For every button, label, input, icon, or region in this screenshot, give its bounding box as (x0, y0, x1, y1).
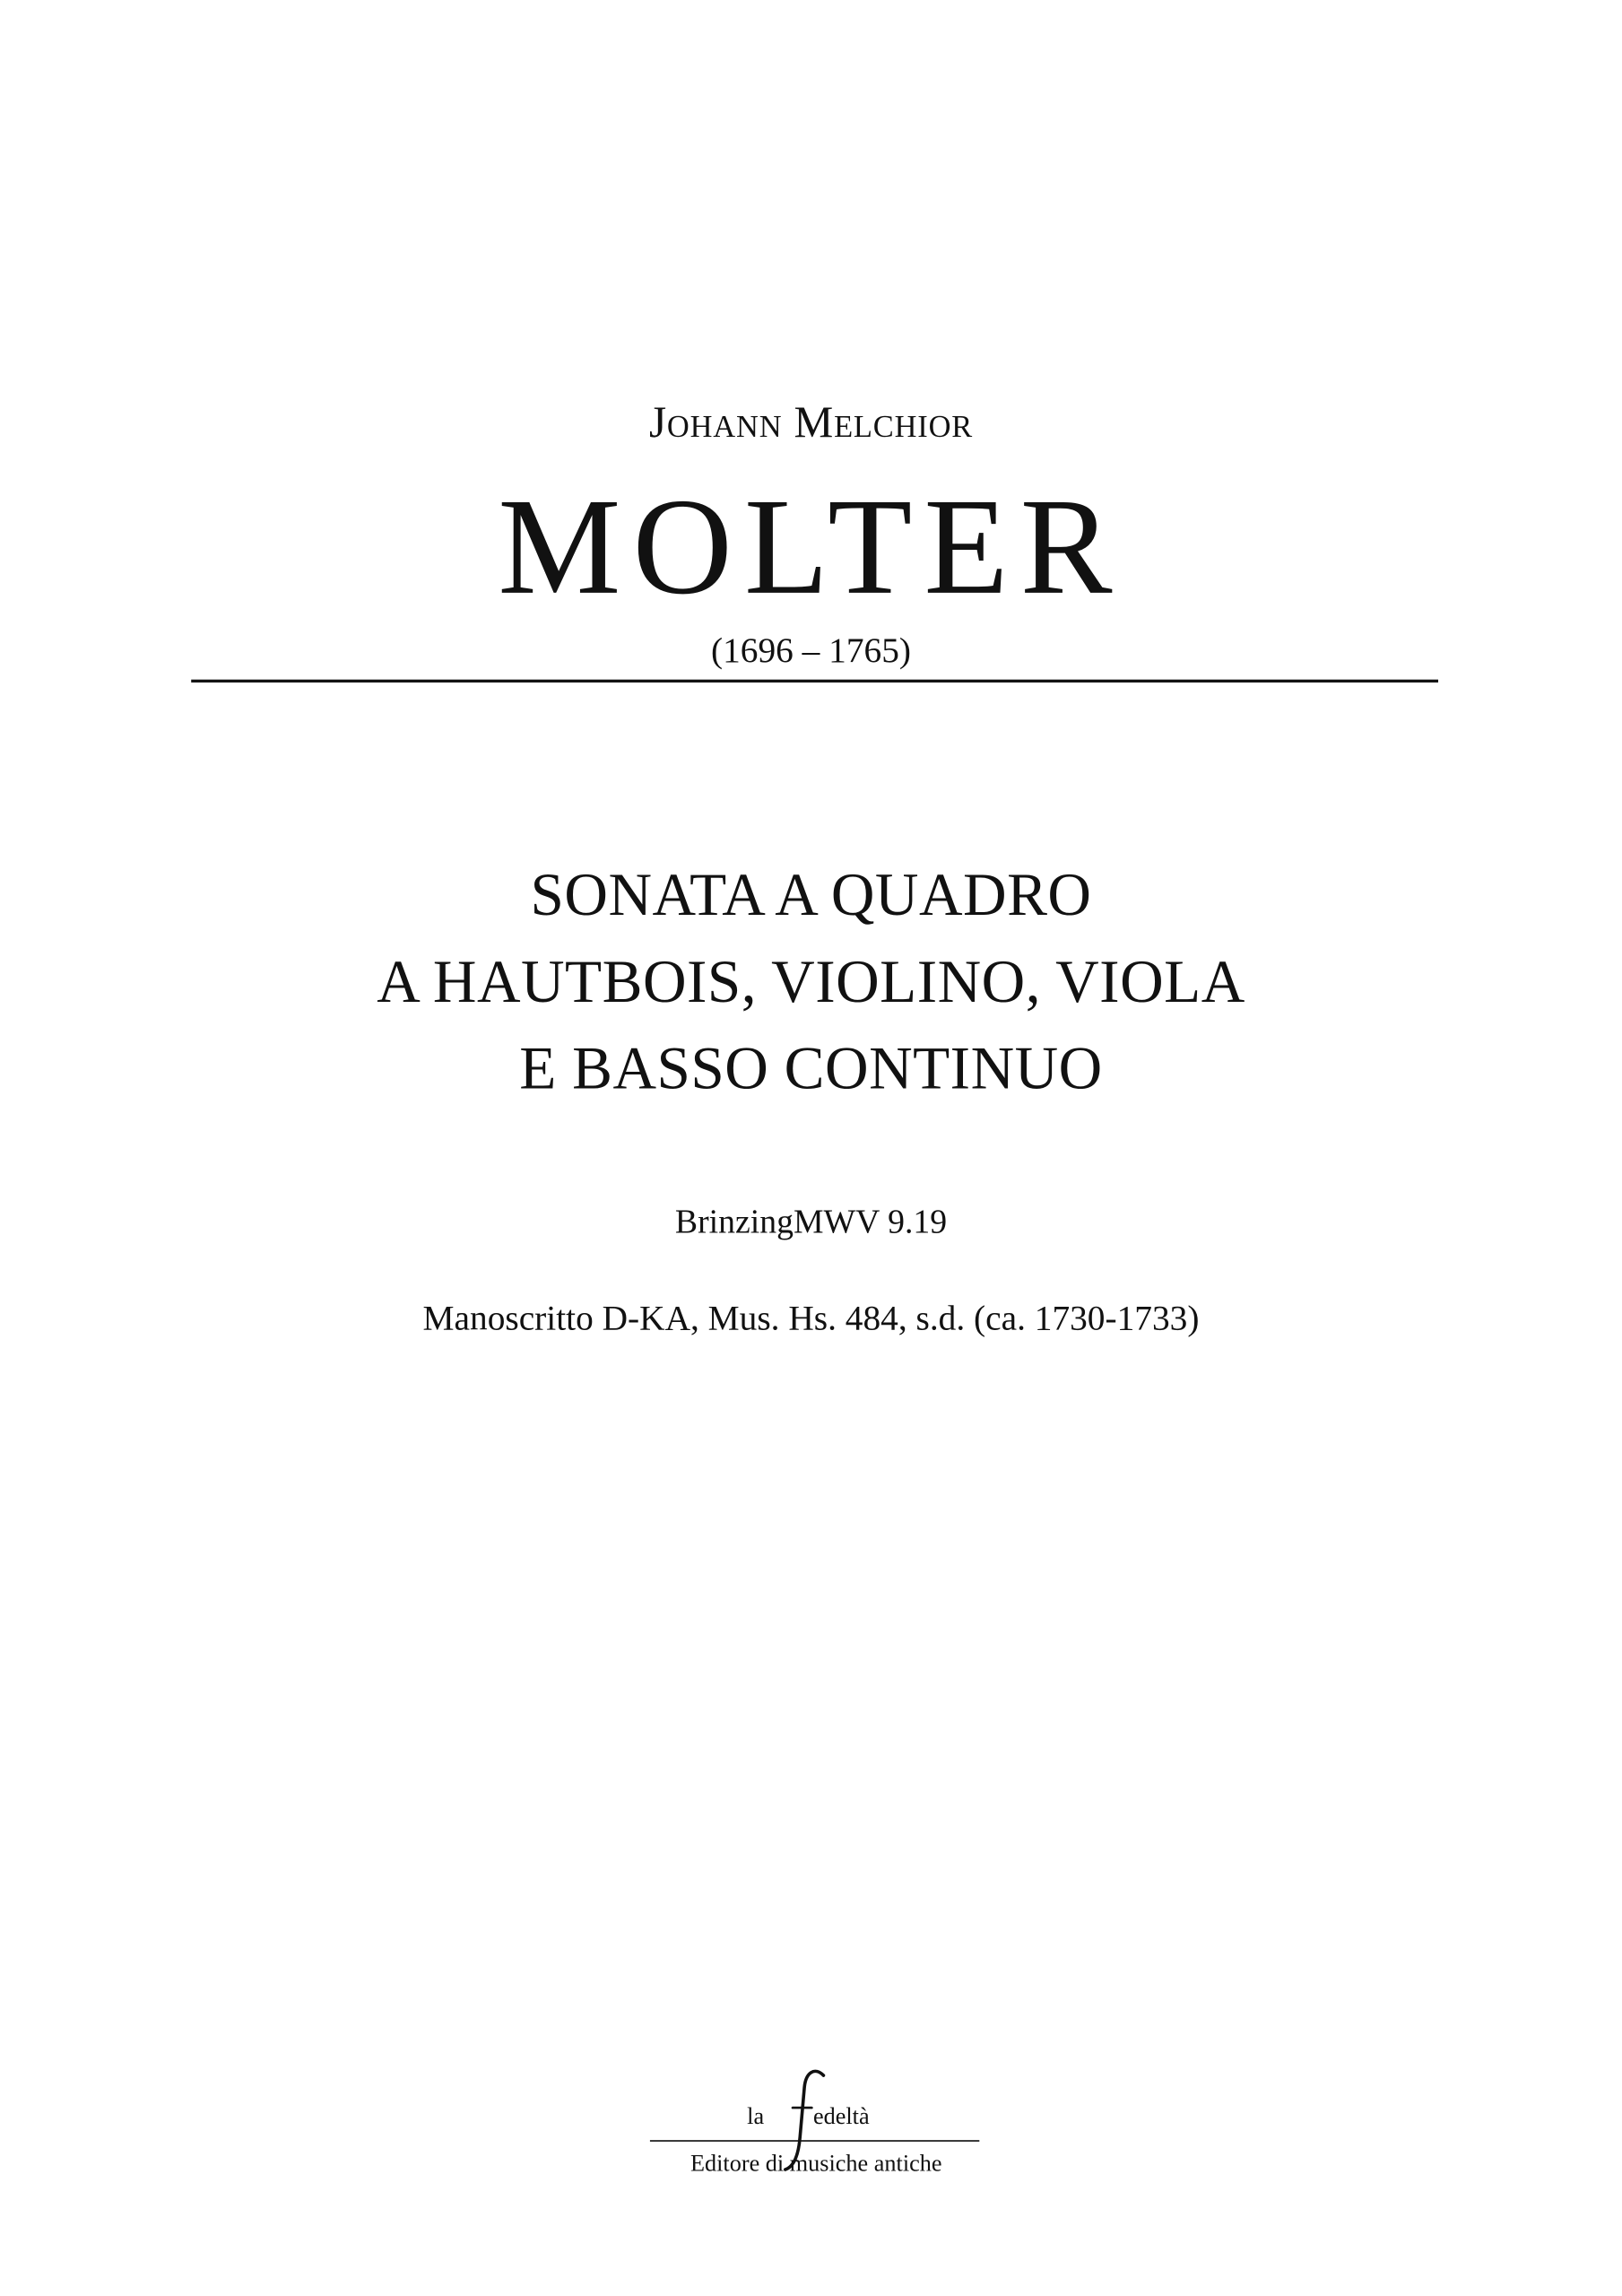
publisher-logo-name: edeltà (812, 2104, 870, 2130)
composer-dates: (1696 – 1765) (710, 632, 912, 671)
work-title-line-3: E BASSO CONTINUO (519, 1033, 1103, 1102)
publisher-tagline: Editore di musiche antiche (690, 2152, 942, 2178)
publisher-logo (647, 2066, 985, 2199)
composer-first-names: Johann Melchior (648, 398, 974, 448)
composer-surname: MOLTER (498, 470, 1124, 624)
publisher-logo-la: la (747, 2104, 765, 2130)
header-divider (191, 680, 1438, 683)
work-title-line-2: A HAUTBOIS, VIOLINO, VIOLA (377, 947, 1245, 1015)
publisher-logo-rule (650, 2140, 979, 2142)
catalog-number: BrinzingMWV 9.19 (674, 1203, 948, 1240)
work-title-line-1: SONATA A QUADRO (530, 860, 1092, 928)
manuscript-source: Manoscritto D-KA, Mus. Hs. 484, s.d. (ca. 1730-1733) (422, 1300, 1200, 1339)
